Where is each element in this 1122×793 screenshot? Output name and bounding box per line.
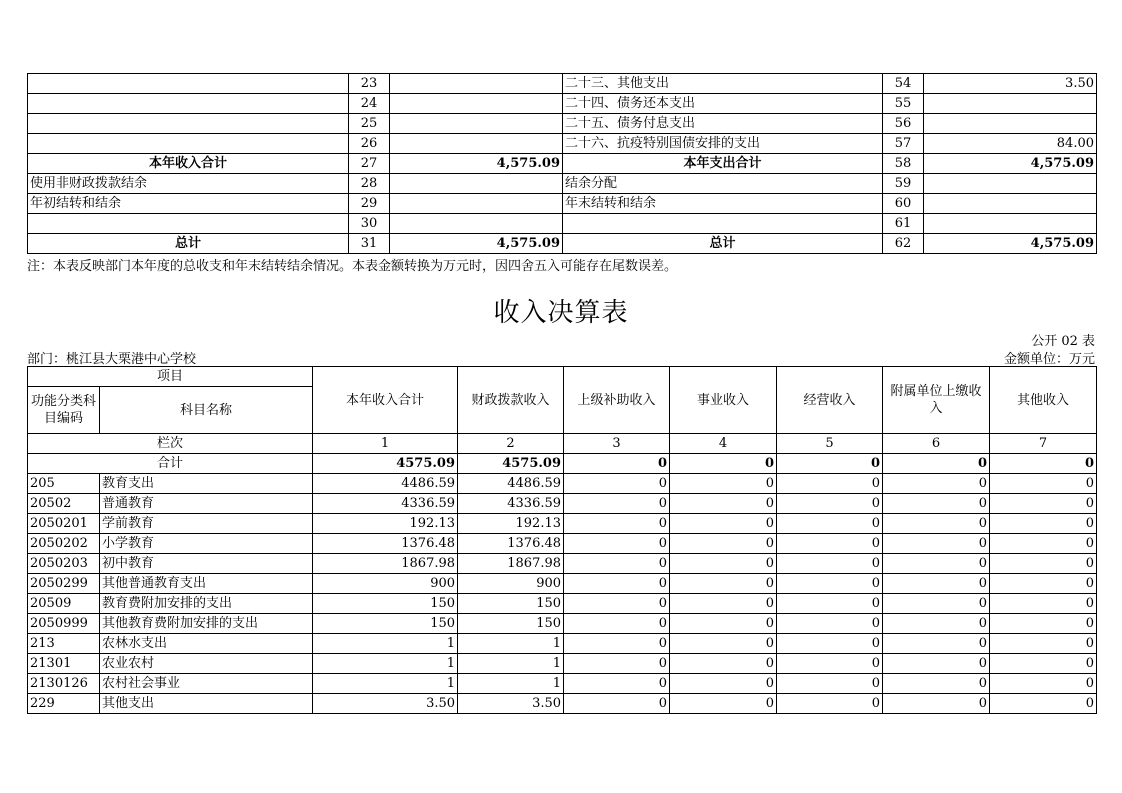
income-value: 0	[883, 574, 990, 594]
table-row	[28, 554, 1097, 574]
income-value: 4336.59	[313, 494, 458, 514]
table-row	[28, 614, 1097, 634]
total-value: 0	[777, 454, 883, 474]
header-name: 科目名称	[100, 387, 313, 434]
income-item-label: 使用非财政拨款结余	[28, 174, 349, 194]
income-value: 150	[313, 614, 458, 634]
subject-code: 229	[28, 694, 100, 714]
expense-item-label: 总计	[563, 234, 883, 254]
income-value: 0	[777, 674, 883, 694]
subject-name: 其他支出	[100, 694, 313, 714]
income-value: 0	[564, 654, 670, 674]
table-row	[28, 674, 1097, 694]
header-col: 上级补助收入	[564, 367, 670, 434]
subject-name: 教育费附加安排的支出	[100, 594, 313, 614]
form-code: 公开 02 表	[1031, 334, 1095, 349]
row-number: 24	[349, 94, 390, 114]
header-col: 事业收入	[670, 367, 777, 434]
amount-unit-label: 金额单位：万元	[1003, 352, 1095, 367]
income-value: 0	[670, 554, 777, 574]
income-value: 0	[777, 574, 883, 594]
subject-name: 农林水支出	[100, 634, 313, 654]
table-row	[28, 474, 1097, 494]
income-value: 1867.98	[458, 554, 564, 574]
income-value: 0	[777, 474, 883, 494]
table-row	[28, 154, 1097, 174]
subject-code: 2050201	[28, 514, 100, 534]
income-value: 0	[564, 634, 670, 654]
income-value: 0	[883, 634, 990, 654]
income-value: 150	[458, 614, 564, 634]
income-item-label: 总计	[28, 234, 349, 254]
expense-amount: 4,575.09	[924, 154, 1097, 174]
income-value: 1	[313, 674, 458, 694]
income-value: 0	[990, 554, 1097, 574]
row-number: 27	[349, 154, 390, 174]
income-amount	[390, 114, 563, 134]
income-value: 4486.59	[313, 474, 458, 494]
column-number: 1	[313, 434, 458, 454]
column-number: 7	[990, 434, 1097, 454]
header-col: 附属单位上缴收入	[883, 367, 990, 434]
expense-amount: 84.00	[924, 134, 1097, 154]
header-item: 项目	[28, 367, 313, 387]
income-amount	[390, 214, 563, 234]
subject-name: 农业农村	[100, 654, 313, 674]
income-value: 0	[564, 694, 670, 714]
income-value: 1376.48	[313, 534, 458, 554]
income-amount	[390, 134, 563, 154]
header-code: 功能分类科目编码	[28, 387, 100, 434]
income-value: 192.13	[313, 514, 458, 534]
header-col: 经营收入	[777, 367, 883, 434]
income-value: 0	[670, 574, 777, 594]
income-value: 1	[313, 634, 458, 654]
row-number: 30	[349, 214, 390, 234]
income-value: 0	[564, 534, 670, 554]
income-value: 1	[458, 634, 564, 654]
income-value: 0	[990, 574, 1097, 594]
row-number: 29	[349, 194, 390, 214]
column-number: 5	[777, 434, 883, 454]
income-value: 0	[670, 674, 777, 694]
row-number: 55	[883, 94, 924, 114]
income-value: 0	[670, 634, 777, 654]
income-value: 0	[564, 614, 670, 634]
total-value: 4575.09	[313, 454, 458, 474]
income-value: 0	[564, 494, 670, 514]
subject-code: 21301	[28, 654, 100, 674]
income-value: 0	[883, 534, 990, 554]
income-amount: 4,575.09	[390, 154, 563, 174]
row-number: 60	[883, 194, 924, 214]
income-amount	[390, 174, 563, 194]
income-value: 900	[313, 574, 458, 594]
summary-table	[27, 73, 1097, 254]
income-item-label	[28, 114, 349, 134]
income-value: 1	[458, 654, 564, 674]
subject-name: 小学教育	[100, 534, 313, 554]
expense-amount	[924, 174, 1097, 194]
income-value: 0	[670, 494, 777, 514]
subject-code: 2130126	[28, 674, 100, 694]
income-value: 0	[564, 514, 670, 534]
table-row	[28, 654, 1097, 674]
table-row	[28, 594, 1097, 614]
table-row	[28, 194, 1097, 214]
income-value: 3.50	[313, 694, 458, 714]
income-value: 1	[313, 654, 458, 674]
subject-name: 学前教育	[100, 514, 313, 534]
income-value: 4336.59	[458, 494, 564, 514]
income-value: 0	[883, 614, 990, 634]
subject-code: 2050999	[28, 614, 100, 634]
income-value: 0	[670, 654, 777, 674]
income-value: 0	[883, 594, 990, 614]
subject-name: 教育支出	[100, 474, 313, 494]
income-value: 0	[990, 494, 1097, 514]
subject-name: 农村社会事业	[100, 674, 313, 694]
income-value: 0	[883, 514, 990, 534]
column-number: 2	[458, 434, 564, 454]
expense-amount	[924, 94, 1097, 114]
income-value: 0	[777, 514, 883, 534]
table-row	[28, 134, 1097, 154]
subject-code: 20502	[28, 494, 100, 514]
income-value: 0	[990, 534, 1097, 554]
expense-amount	[924, 214, 1097, 234]
income-value: 0	[883, 494, 990, 514]
total-value: 0	[990, 454, 1097, 474]
expense-amount: 4,575.09	[924, 234, 1097, 254]
row-number: 54	[883, 74, 924, 94]
income-value: 0	[777, 534, 883, 554]
expense-item-label: 年末结转和结余	[563, 194, 883, 214]
subject-code: 2050202	[28, 534, 100, 554]
income-value: 0	[990, 514, 1097, 534]
total-value: 0	[670, 454, 777, 474]
expense-amount: 3.50	[924, 74, 1097, 94]
income-value: 0	[564, 594, 670, 614]
total-label: 合计	[28, 454, 313, 474]
income-table-header	[28, 367, 1097, 454]
table-row	[28, 694, 1097, 714]
income-item-label	[28, 94, 349, 114]
income-value: 0	[777, 634, 883, 654]
column-number: 3	[564, 434, 670, 454]
income-amount: 4,575.09	[390, 234, 563, 254]
expense-item-label: 结余分配	[563, 174, 883, 194]
income-amount	[390, 94, 563, 114]
expense-item-label: 二十五、债务付息支出	[563, 114, 883, 134]
table-row	[28, 234, 1097, 254]
subject-code: 213	[28, 634, 100, 654]
income-value: 1	[458, 674, 564, 694]
header-col: 财政拨款收入	[458, 367, 564, 434]
income-value: 0	[670, 594, 777, 614]
row-number: 23	[349, 74, 390, 94]
income-value: 0	[777, 554, 883, 574]
income-value: 150	[313, 594, 458, 614]
table-row	[28, 574, 1097, 594]
expense-amount	[924, 114, 1097, 134]
income-value: 4486.59	[458, 474, 564, 494]
income-value: 0	[564, 674, 670, 694]
expense-item-label	[563, 214, 883, 234]
expense-item-label: 二十六、抗疫特别国债安排的支出	[563, 134, 883, 154]
summary-table-body	[28, 74, 1097, 254]
table-row	[28, 534, 1097, 554]
income-value: 0	[990, 474, 1097, 494]
row-number: 31	[349, 234, 390, 254]
income-value: 900	[458, 574, 564, 594]
expense-item-label: 二十四、债务还本支出	[563, 94, 883, 114]
row-number: 26	[349, 134, 390, 154]
column-number: 6	[883, 434, 990, 454]
income-value: 0	[564, 554, 670, 574]
expense-item-label: 本年支出合计	[563, 154, 883, 174]
department-label: 部门：桃江县大栗港中心学校	[27, 352, 197, 367]
income-value: 0	[990, 694, 1097, 714]
income-item-label: 本年收入合计	[28, 154, 349, 174]
table-row	[28, 514, 1097, 534]
income-value: 0	[990, 654, 1097, 674]
income-value: 0	[990, 594, 1097, 614]
income-value: 1867.98	[313, 554, 458, 574]
income-value: 0	[670, 694, 777, 714]
row-number: 25	[349, 114, 390, 134]
income-value: 0	[777, 614, 883, 634]
total-value: 0	[564, 454, 670, 474]
subject-name: 其他普通教育支出	[100, 574, 313, 594]
subject-code: 205	[28, 474, 100, 494]
income-amount	[390, 194, 563, 214]
income-item-label	[28, 214, 349, 234]
income-amount	[390, 74, 563, 94]
income-value: 3.50	[458, 694, 564, 714]
row-number: 62	[883, 234, 924, 254]
income-value: 0	[883, 674, 990, 694]
subject-name: 其他教育费附加安排的支出	[100, 614, 313, 634]
page-title: 收入决算表	[493, 298, 629, 328]
income-item-label: 年初结转和结余	[28, 194, 349, 214]
row-number: 57	[883, 134, 924, 154]
income-value: 1376.48	[458, 534, 564, 554]
income-item-label	[28, 134, 349, 154]
income-item-label	[28, 74, 349, 94]
income-value: 0	[670, 514, 777, 534]
income-value: 0	[670, 534, 777, 554]
income-value: 0	[564, 474, 670, 494]
header-col: 其他收入	[990, 367, 1097, 434]
table-row	[28, 94, 1097, 114]
table-row	[28, 114, 1097, 134]
subject-name: 初中教育	[100, 554, 313, 574]
expense-amount	[924, 194, 1097, 214]
income-value: 150	[458, 594, 564, 614]
subject-name: 普通教育	[100, 494, 313, 514]
income-value: 192.13	[458, 514, 564, 534]
subject-code: 20509	[28, 594, 100, 614]
column-number-label: 栏次	[28, 434, 313, 454]
income-table-body	[28, 454, 1097, 714]
total-row	[28, 454, 1097, 474]
income-value: 0	[564, 574, 670, 594]
income-value: 0	[883, 554, 990, 574]
income-value: 0	[777, 694, 883, 714]
income-value: 0	[990, 674, 1097, 694]
table-row	[28, 634, 1097, 654]
income-value: 0	[670, 474, 777, 494]
income-value: 0	[883, 694, 990, 714]
column-number-row	[28, 434, 1097, 454]
subject-code: 2050299	[28, 574, 100, 594]
row-number: 56	[883, 114, 924, 134]
row-number: 28	[349, 174, 390, 194]
income-value: 0	[777, 594, 883, 614]
header-col: 本年收入合计	[313, 367, 458, 434]
row-number: 59	[883, 174, 924, 194]
income-value: 0	[883, 474, 990, 494]
column-number: 4	[670, 434, 777, 454]
income-value: 0	[670, 614, 777, 634]
table-row	[28, 174, 1097, 194]
subject-code: 2050203	[28, 554, 100, 574]
row-number: 58	[883, 154, 924, 174]
table-row	[28, 74, 1097, 94]
table-note: 注：本表反映部门本年度的总收支和年末结转结余情况。本表金额转换为万元时，因四舍五入可能存在尾数误差。	[27, 259, 678, 274]
expense-item-label: 二十三、其他支出	[563, 74, 883, 94]
income-value: 0	[777, 654, 883, 674]
total-value: 0	[883, 454, 990, 474]
table-row	[28, 214, 1097, 234]
total-value: 4575.09	[458, 454, 564, 474]
table-row	[28, 494, 1097, 514]
income-value: 0	[883, 654, 990, 674]
income-value: 0	[990, 634, 1097, 654]
income-table	[27, 366, 1097, 714]
income-value: 0	[990, 614, 1097, 634]
income-value: 0	[777, 494, 883, 514]
row-number: 61	[883, 214, 924, 234]
